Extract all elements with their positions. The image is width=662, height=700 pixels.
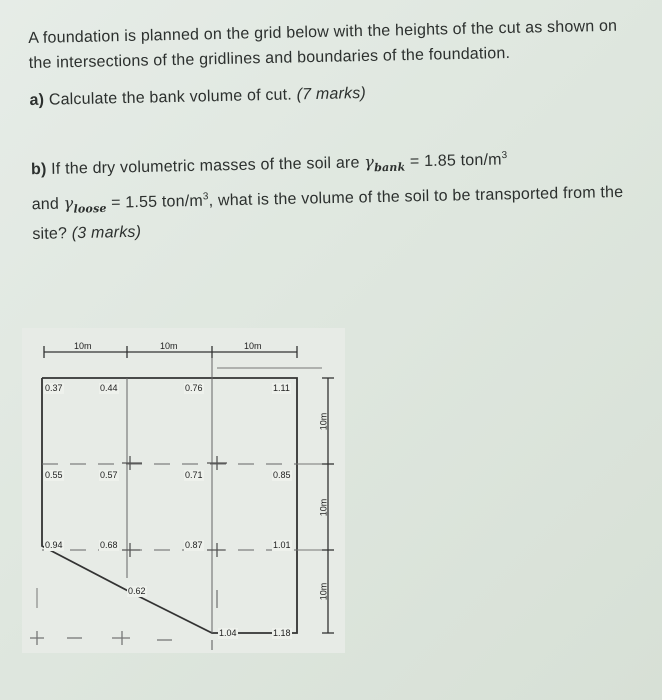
part-b-label: b) [30, 160, 47, 179]
height-r1c2: 0.44 [100, 383, 118, 393]
height-r3c1: 0.94 [45, 540, 63, 550]
gamma-bank-sub: bank [373, 160, 406, 175]
height-r3c2: 0.68 [100, 540, 118, 550]
gamma-loose-symbol: γ [63, 192, 74, 213]
height-r2c3: 0.71 [185, 470, 203, 480]
height-r1c1: 0.37 [45, 383, 63, 393]
question-text [28, 13, 632, 247]
height-r4c2: 0.62 [128, 586, 146, 596]
dim-top-1: 10m [74, 341, 92, 351]
part-b-marks: (3 marks) [71, 223, 142, 243]
dim-right-2: 10m [318, 498, 329, 517]
gamma-loose-sub: loose [73, 201, 107, 216]
dim-top-2: 10m [160, 341, 178, 351]
foundation-grid-diagram [22, 328, 345, 653]
dim-right-1: 10m [318, 412, 329, 431]
grid-lines [22, 328, 345, 653]
dim-top-3: 10m [244, 341, 262, 351]
bank-unit-sup: 3 [501, 149, 508, 162]
height-r1c4: 1.11 [273, 383, 290, 393]
dim-right-3: 10m [318, 582, 329, 601]
intro-text: A foundation is planned on the grid below with the heights of the cut as shown on the intersections of the gridlines and boundaries of the foundation. [28, 17, 618, 72]
part-a-text: Calculate the bank volume of cut. [48, 86, 293, 109]
part-b [31, 140, 633, 247]
height-r5c3: 1.04 [219, 628, 237, 638]
part-b-text1: If the dry volumetric masses of the soil are [51, 154, 360, 178]
and-word: and [31, 195, 60, 213]
height-r3c3: 0.87 [185, 540, 203, 550]
loose-value: = 1.55 ton/m [110, 192, 204, 212]
part-a-marks: (7 marks) [296, 84, 367, 104]
gamma-bank-symbol: γ [364, 152, 375, 172]
part-b-text2: , what is the volume of the soil to be transported from the site? [32, 183, 624, 243]
height-r3c4: 1.01 [273, 540, 291, 550]
height-r2c2: 0.57 [100, 470, 118, 480]
height-r1c3: 0.76 [185, 383, 203, 393]
height-r2c4: 0.85 [273, 470, 291, 480]
bank-value: = 1.85 ton/m [409, 151, 502, 171]
height-r5c4: 1.18 [273, 628, 291, 638]
part-a-label: a) [29, 91, 45, 109]
loose-unit-sup: 3 [202, 190, 209, 202]
height-r2c1: 0.55 [45, 470, 63, 480]
